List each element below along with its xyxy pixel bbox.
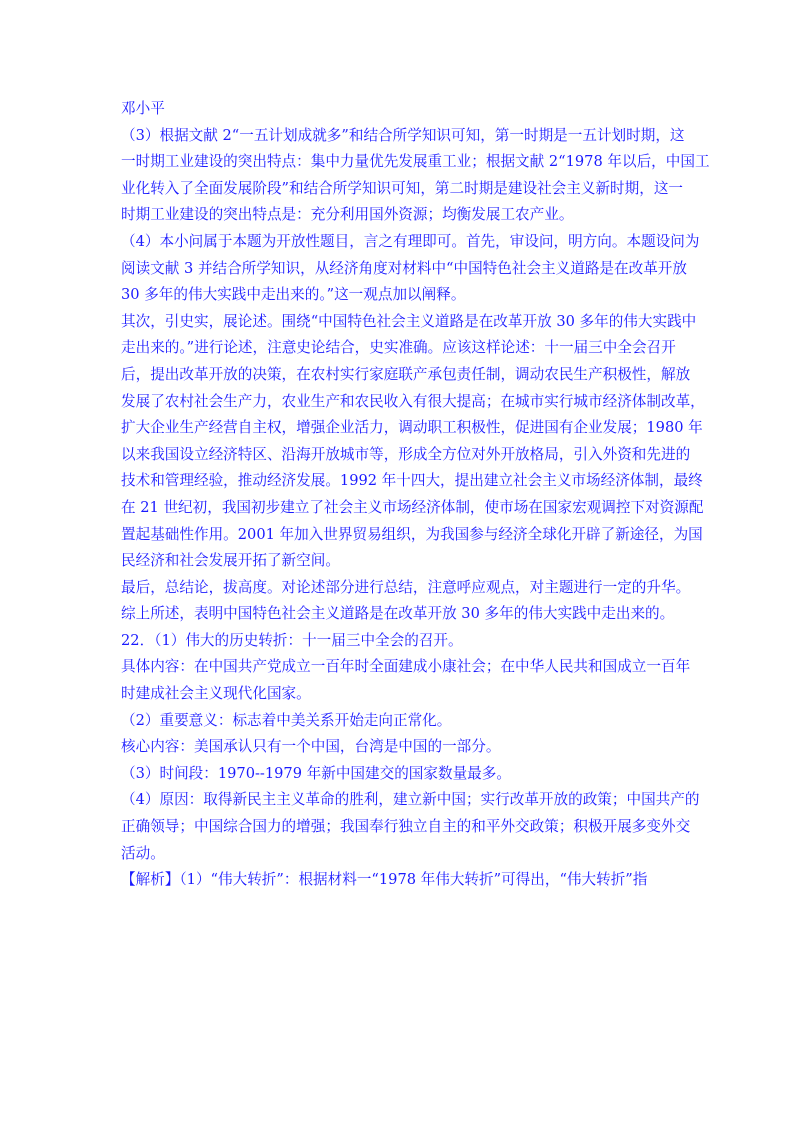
text-line: 具体内容：在中国共产党成立一百年时全面建成小康社会；在中华人民共和国成立一百年	[121, 658, 691, 676]
text-line: 一时期工业建设的突出特点：集中力量优先发展重工业；根据文献 2“1978 年以后，中国工	[121, 153, 710, 171]
text-line: 时建成社会主义现代化国家。	[121, 685, 311, 703]
text-line: 以来我国设立经济特区、沿海开放城市等，形成全方位对外开放格局，引入外资和先进的	[121, 445, 691, 463]
text-line: （4）原因：取得新民主主义革命的胜利，建立新中国；实行改革开放的政策；中国共产的	[121, 791, 700, 809]
text-line: （4）本小问属于本题为开放性题目，言之有理即可。首先，审设问，明方向。本题设问为	[121, 232, 700, 250]
text-line: 30 多年的伟大实践中走出来的。”这一观点加以阐释。	[121, 286, 466, 304]
text-line: 走出来的。”进行论述，注意史论结合，史实准确。应该这样论述：十一届三中全会召开	[121, 339, 676, 357]
text-line: 阅读文献 3 并结合所学知识，从经济角度对材料中“中国特色社会主义道路是在改革开放	[121, 259, 687, 277]
text-line: 技术和管理经验，推动经济发展。1992 年十四大，提出建立社会主义市场经济体制，最终	[121, 472, 703, 490]
analysis-line: 【解析】（1）“伟大转折”：根据材料一“1978 年伟大转折”可得出，“伟大转折”指	[121, 871, 648, 889]
text-line: 综上所述，表明中国特色社会主义道路是在改革开放 30 多年的伟大实践中走出来的。	[121, 605, 675, 623]
text-line: （3）时间段：1970--1979 年新中国建交的国家数量最多。	[121, 764, 511, 782]
question-22-line: 22．（1）伟大的历史转折：十一届三中全会的召开。	[121, 631, 463, 649]
text-line: 最后，总结论，拔高度。对论述部分进行总结，注意呼应观点，对主题进行一定的升华。	[121, 578, 691, 596]
text-line: 置起基础性作用。2001 年加入世界贸易组织，为我国参与经济全球化开辟了新途径，为国	[121, 525, 703, 543]
text-line: 在 21 世纪初，我国初步建立了社会主义市场经济体制，使市场在国家宏观调控下对资源配	[121, 498, 704, 516]
text-line: 正确领导；中国综合国力的增强；我国奉行独立自主的和平外交政策；积极开展多变外交	[121, 818, 691, 836]
text-line: 后，提出改革开放的决策，在农村实行家庭联产承包责任制，调动农民生产积极性，解放	[121, 365, 691, 383]
text-line: 扩大企业生产经营自主权，增强企业活力，调动职工积极性，促进国有企业发展；1980 年	[121, 419, 703, 437]
text-line: （3）根据文献 2“一五计划成就多”和结合所学知识可知，第一时期是一五计划时期，这	[121, 126, 685, 144]
text-line: 时期工业建设的突出特点是：充分利用国外资源；均衡发展工农产业。	[121, 206, 574, 224]
text-line: 其次，引史实，展论述。围绕“中国特色社会主义道路是在改革开放 30 多年的伟大实践中	[121, 312, 697, 330]
answer-text	[121, 96, 710, 894]
text-line: 核心内容：美国承认只有一个中国，台湾是中国的一部分。	[121, 738, 501, 756]
text-line: 活动。	[121, 844, 165, 862]
text-line: （2）重要意义：标志着中美关系开始走向正常化。	[121, 711, 452, 729]
text-line: 业化转入了全面发展阶段”和结合所学知识可知，第二时期是建设社会主义新时期，这一	[121, 179, 684, 197]
text-line: 民经济和社会发展开拓了新空间。	[121, 552, 340, 570]
text-line: 发展了农村社会生产力，农业生产和农民收入有很大提高；在城市实行城市经济体制改革，	[121, 392, 705, 410]
text-line: 邓小平	[121, 100, 165, 117]
